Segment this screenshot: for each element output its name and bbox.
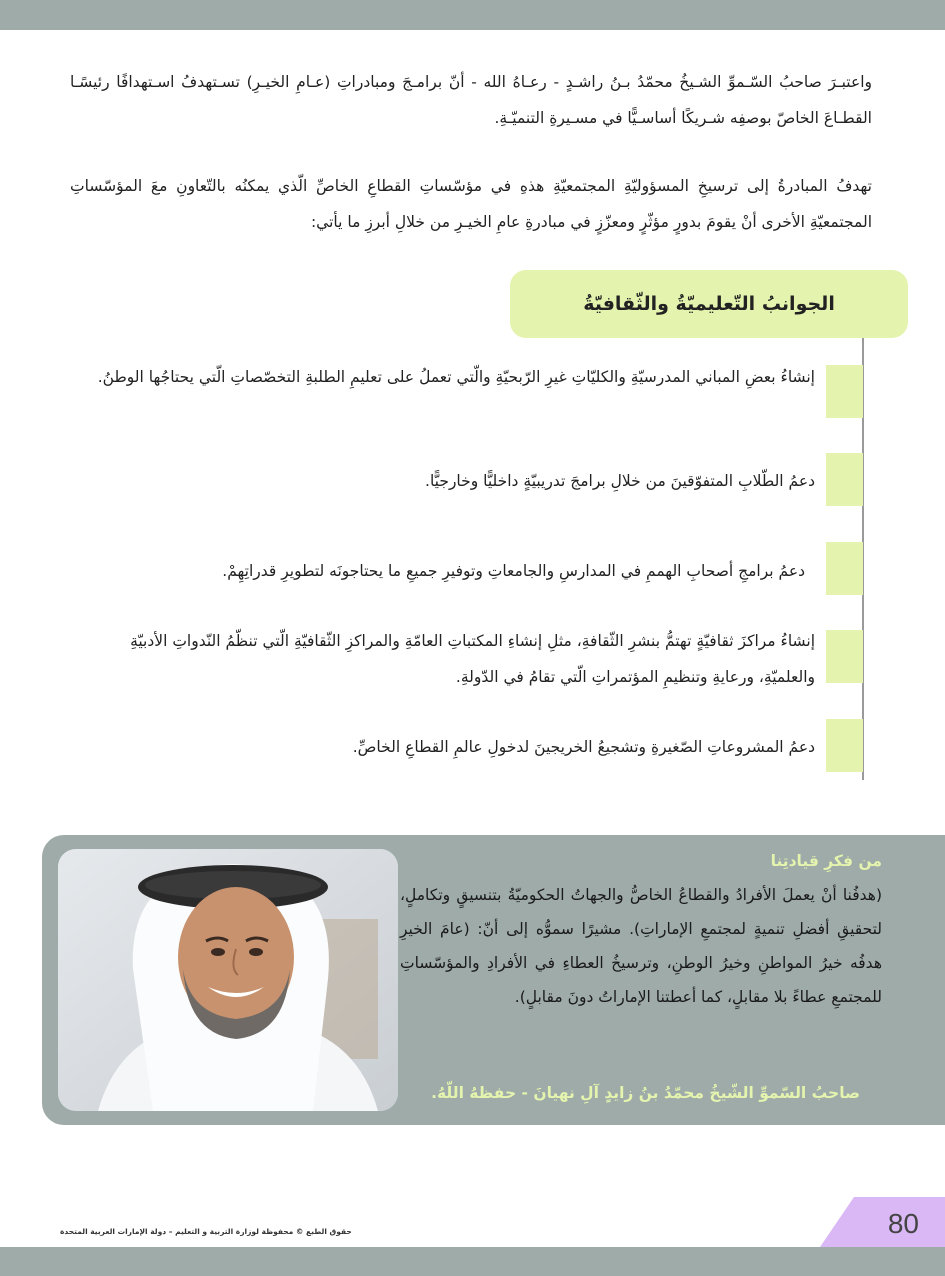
item-marker xyxy=(826,719,863,772)
section-header xyxy=(510,270,908,338)
leader-portrait xyxy=(58,849,398,1111)
bottom-bar xyxy=(0,1247,945,1276)
section-title: الجوانبُ التّعليميّةُ والثّقافيّةُ xyxy=(583,293,835,315)
top-bar xyxy=(0,0,945,30)
page-tab-shape xyxy=(820,1197,945,1247)
intro-paragraph-1: واعتبـرَ صاحبُ السّـموِّ الشـيخُ محمّدُ بـنُ راشـدٍ - رعـاهُ الله - أنّ برامـجَ ومبادراتِ (عـامِ الخيـرِ) تسـتهدفُ اسـتهدافًا رئيسًـا القطـاعَ الخاصّ بوصفِه شـريكًا أساسـيًّا في مسـيرةِ التنميّـةِ. xyxy=(70,73,872,127)
item-marker xyxy=(826,630,863,683)
list-item: دعمُ المشروعاتِ الصّغيرةِ وتشجيعُ الخريجينَ لدخولِ عالمِ القطاعِ الخاصِّ. xyxy=(352,738,815,756)
item-marker xyxy=(826,365,863,418)
list-item: إنشاءُ بعضِ المباني المدرسيّةِ والكليّاتِ غيرِ الرّبحيّةِ والّتي تعملُ على تعليمِ الطلبةِ التخصّصاتِ الّتي يحتاجُها الوطنُ. xyxy=(97,368,815,386)
quote-signature: صاحبُ السّموِّ الشّيخُ محمّدُ بنُ زايدٍ آلِ نهيانَ - حفظهُ اللّهُ. xyxy=(431,1084,860,1102)
quote-title: من فكرِ قيادتِنا xyxy=(770,852,882,870)
copyright-notice: حقوق الطبع © محفوظة لوزارة التربية و التعليم – دولة الإمارات العربية المتحدة xyxy=(60,1227,352,1236)
page-number: 80 xyxy=(887,1208,919,1239)
item-marker xyxy=(826,453,863,506)
quote-text: (هدفُنا أنْ يعملَ الأفرادُ والقطاعُ الخاصُّ والجهاتُ الحكوميّةُ بتنسيقٍ وتكاملٍ، لتحقيقِ أفضلِ تنميةٍ لمجتمعِ الإماراتِ). مشيرًا سموُّه إلى أنّ: (عامَ الخيرِ هدفُه خيرُ المواطنِ وخيرُ الوطنِ، وترسيخُ العطاءِ في الأفرادِ والمؤسّساتِ للمجتمعِ عطاءً بلا مقابلٍ، كما أعطتنا الإماراتُ دونَ مقابلٍ). xyxy=(400,886,882,1006)
list-item: دعمُ الطّلابِ المتفوّقينَ من خلالِ برامجَ تدريبيّةٍ داخليًّا وخارجيًّا. xyxy=(425,472,815,490)
list-item: إنشاءُ مراكزَ ثقافيّةٍ تهتمُّ بنشرِ الثّقافةِ، مثلِ إنشاءِ المكتباتِ العامّةِ والمراكزِ الثّقافيّةِ الّتي تنظّمُ النّدواتِ الأدبيّةِ والعلميّةِ، ورعايةِ وتنظيمِ المؤتمراتِ الّتي تقامُ في الدّولةِ. xyxy=(130,632,815,686)
intro-paragraph-2: تهدفُ المبادرةُ إلى ترسيخِ المسؤوليّةِ المجتمعيّةِ هذهِ في مؤسّساتِ القطاعِ الخاصِّ الّذي يمكنُه بالتّعاونِ معَ المؤسّساتِ المجتمعيّةِ الأخرى أنْ يقومَ بدورٍ مؤثّرٍ ومعزّزٍ في مبادرةِ عامِ الخيـرِ من خلالِ أبرزِ ما يأتي: xyxy=(70,177,872,231)
list-item: دعمُ برامجِ أصحابِ الهممِ في المدارسِ والجامعاتِ وتوفيرِ جميعِ ما يحتاجونَه لتطويرِ قدراتِهِمْ. xyxy=(222,562,805,580)
page-number-tab xyxy=(820,1197,945,1247)
item-marker xyxy=(826,542,863,595)
portrait-illustration xyxy=(58,849,398,1111)
